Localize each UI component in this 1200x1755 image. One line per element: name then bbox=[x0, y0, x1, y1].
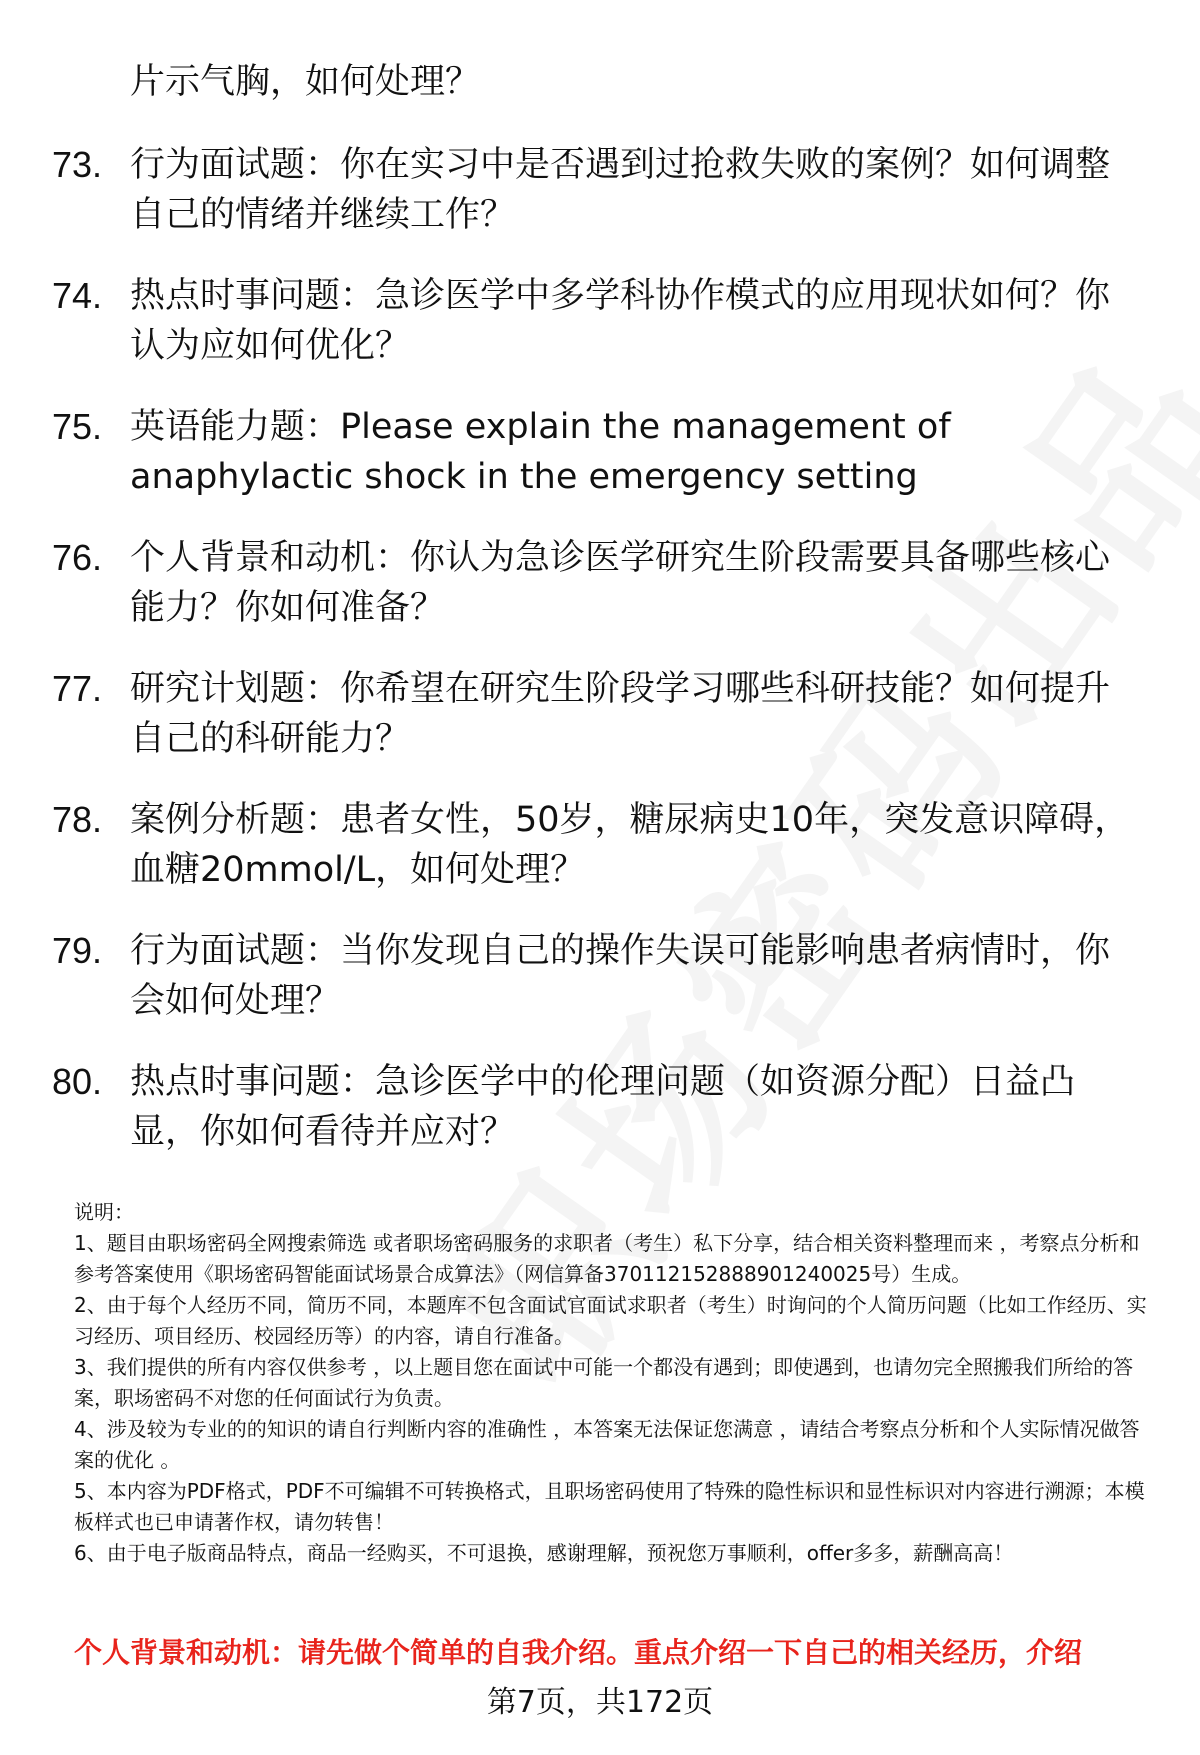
question-number: 75. bbox=[52, 406, 103, 447]
question-item bbox=[52, 533, 1152, 633]
question-item bbox=[52, 271, 1152, 371]
question-item bbox=[52, 795, 1152, 895]
question-item bbox=[52, 664, 1152, 764]
notes-heading: 说明： bbox=[74, 1200, 134, 1224]
question-number: 73. bbox=[52, 144, 103, 185]
note-item: 3、我们提供的所有内容仅供参考 ，以上题目您在面试中可能一个都没有遇到；即使遇到，也请勿完全照搬我们所给的答案，职场密码不对您的任何面试行为负责。 bbox=[74, 1355, 1134, 1410]
note-item: 1、题目由职场密码全网搜索筛选 或者职场密码服务的求职者（考生）私下分享，结合相关资料整理而来 ，考察点分析和参考答案使用《职场密码智能面试场景合成算法》（网信算备370112152888901240025号）生成。 bbox=[74, 1231, 1140, 1286]
highlight-question: 个人背景和动机：请先做个简单的自我介绍。重点介绍一下自己的相关经历，介绍 bbox=[74, 1636, 1083, 1669]
question-text: 行为面试题：你在实习中是否遇到过抢救失败的案例？如何调整自己的情绪并继续工作？ bbox=[130, 145, 1111, 235]
question-text: 行为面试题：当你发现自己的操作失误可能影响患者病情时，你会如何处理？ bbox=[130, 931, 1111, 1021]
question-number: 74. bbox=[52, 275, 103, 316]
question-number: 79. bbox=[52, 930, 103, 971]
question-list bbox=[52, 140, 1152, 1188]
question-text: 热点时事问题：急诊医学中的伦理问题（如资源分配）日益凸显，你如何看待并应对？ bbox=[130, 1062, 1076, 1152]
question-number: 80. bbox=[52, 1061, 103, 1102]
question-item bbox=[52, 402, 1152, 502]
question-text: 英语能力题：Please explain the management of anaphylactic shock in the emergency setting bbox=[130, 407, 951, 497]
question-number: 77. bbox=[52, 668, 103, 709]
page-number: 第7页，共172页 bbox=[486, 1685, 714, 1720]
question-item bbox=[52, 1057, 1152, 1157]
question-text: 案例分析题：患者女性，50岁，糖尿病史10年，突发意识障碍，血糖20mmol/L，如何处理？ bbox=[130, 800, 1130, 890]
question-text: 研究计划题：你希望在研究生阶段学习哪些科研技能？如何提升自己的科研能力？ bbox=[130, 669, 1111, 759]
question-continuation: 片示气胸，如何处理？ bbox=[130, 62, 481, 102]
notes-section bbox=[74, 1197, 1154, 1569]
question-number: 76. bbox=[52, 537, 103, 578]
note-item: 5、本内容为PDF格式，PDF不可编辑不可转换格式，且职场密码使用了特殊的隐性标识和显性标识对内容进行溯源；本模板样式也已申请著作权，请勿转售！ bbox=[74, 1479, 1145, 1534]
note-item: 6、由于电子版商品特点，商品一经购买，不可退换，感谢理解，预祝您万事顺利，offer多多，薪酬高高！ bbox=[74, 1541, 1014, 1565]
question-text: 热点时事问题：急诊医学中多学科协作模式的应用现状如何？你认为应如何优化？ bbox=[130, 276, 1111, 366]
question-number: 78. bbox=[52, 799, 103, 840]
question-text: 个人背景和动机：你认为急诊医学研究生阶段需要具备哪些核心能力？你如何准备？ bbox=[130, 538, 1111, 628]
note-item: 4、涉及较为专业的的知识的请自行判断内容的准确性 ，本答案无法保证您满意 ，请结合考察点分析和个人实际情况做答案的优化 。 bbox=[74, 1417, 1140, 1472]
question-item bbox=[52, 140, 1152, 240]
note-item: 2、由于每个人经历不同，简历不同，本题库不包含面试官面试求职者（考生）时询问的个人简历问题（比如工作经历、实习经历、项目经历、校园经历等）的内容，请自行准备。 bbox=[74, 1293, 1147, 1348]
question-item bbox=[52, 926, 1152, 1026]
